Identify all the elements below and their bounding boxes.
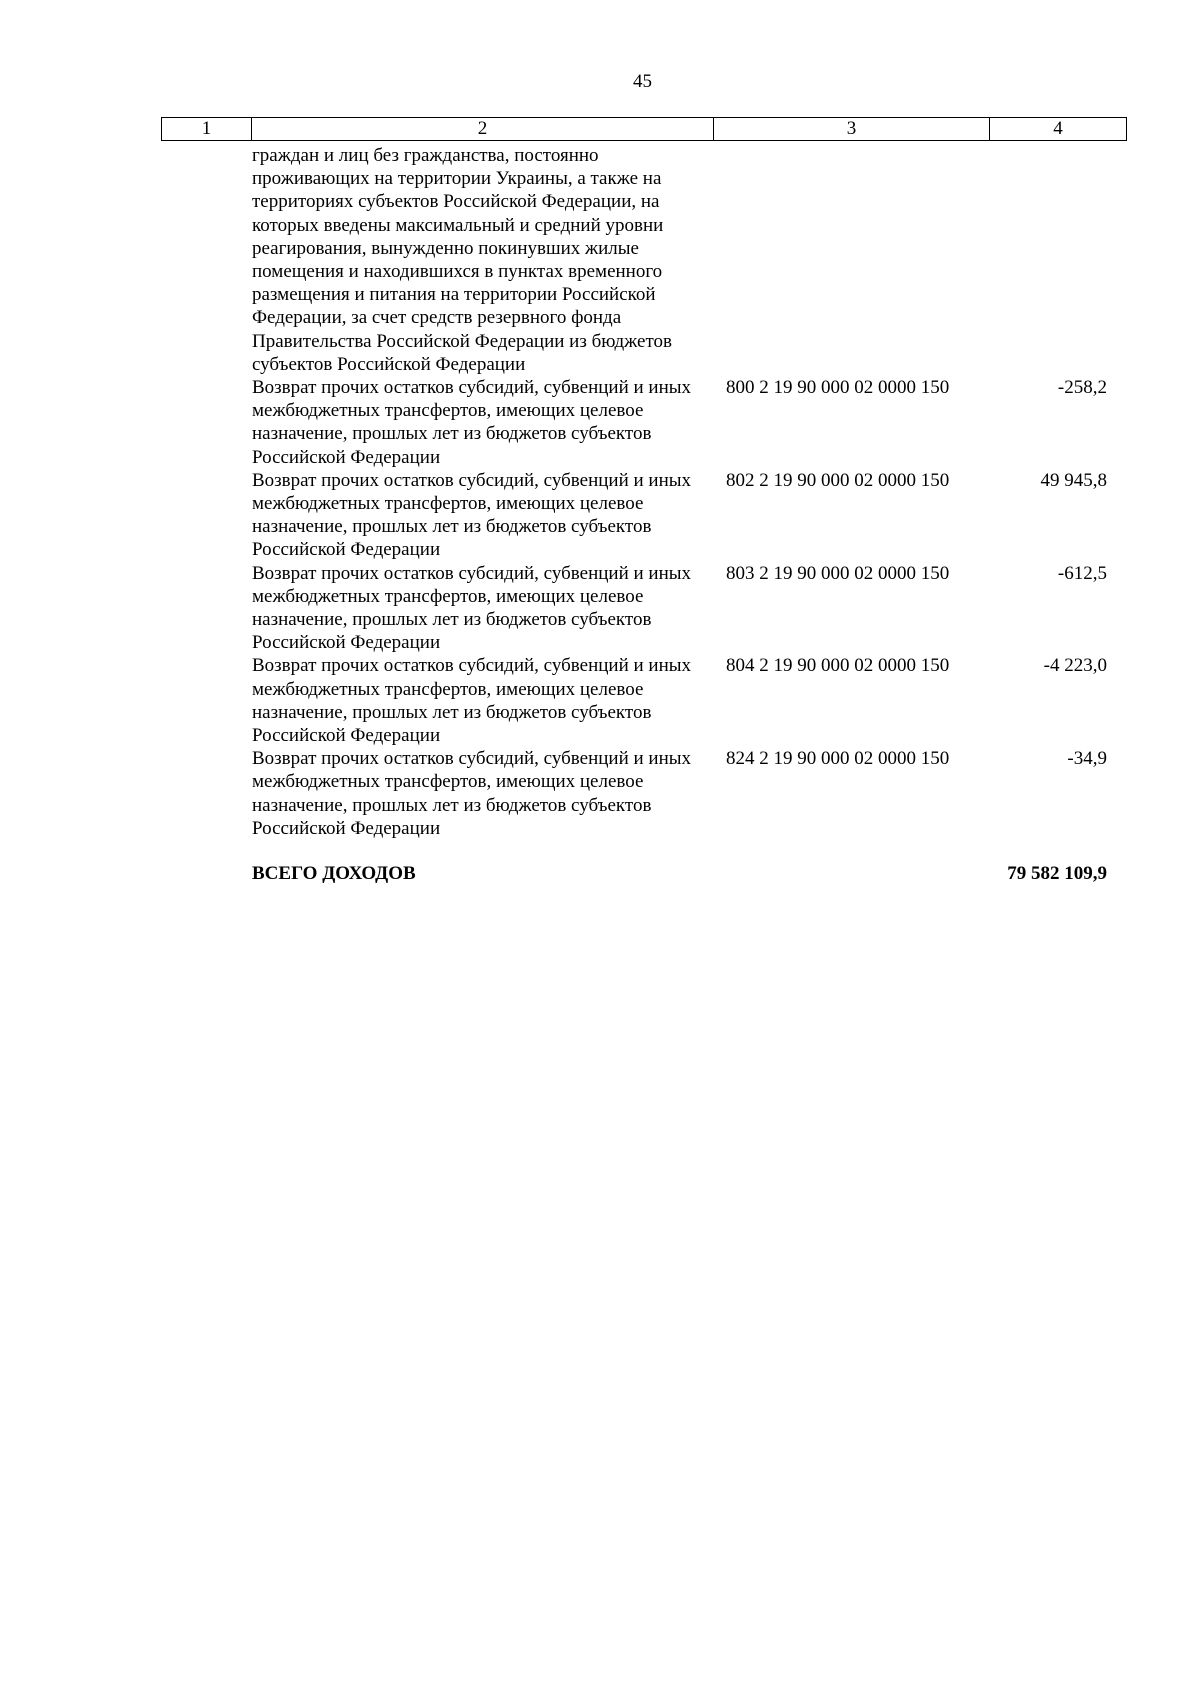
total-label: ВСЕГО ДОХОДОВ — [252, 863, 416, 884]
row-description: Возврат прочих остатков субсидий, субвенций и иных межбюджетных трансфертов, имеющих целевое назначение, прошлых лет из бюджетов субъектов Российской Федерации — [252, 377, 692, 468]
table-row — [161, 144, 1126, 376]
row-amount: -34,9 — [1067, 748, 1107, 770]
header-col-2: 2 — [252, 118, 714, 141]
header-col-4: 4 — [990, 118, 1127, 141]
row-code: 802 2 19 90 000 02 0000 150 — [726, 469, 950, 491]
row-code: 804 2 19 90 000 02 0000 150 — [726, 655, 950, 677]
table-row — [161, 654, 1126, 747]
row-description: граждан и лиц без гражданства, постоянно проживающих на территории Украины, а также на территориях субъектов Российской Федерации, на которых введены максимальный и средний уровни реагирования, вынужденно покинувших жилые помещения и находившихся в пунктах временного размещения и питания на территории Российской Федерации, за счет средств резервного фонда Правительства Российской Федерации из бюджетов субъектов Российской Федерации — [252, 145, 673, 375]
row-description: Возврат прочих остатков субсидий, субвенций и иных межбюджетных трансфертов, имеющих целевое назначение, прошлых лет из бюджетов субъектов Российской Федерации — [252, 469, 692, 561]
table-row — [161, 562, 1126, 655]
row-code: 803 2 19 90 000 02 0000 150 — [726, 562, 950, 584]
table-body — [161, 144, 1126, 840]
row-code: 824 2 19 90 000 02 0000 150 — [726, 748, 950, 770]
table-row — [161, 469, 1126, 562]
row-amount: -612,5 — [1057, 562, 1107, 584]
row-amount: -4 223,0 — [1043, 655, 1107, 677]
row-description: Возврат прочих остатков субсидий, субвенций и иных межбюджетных трансфертов, имеющих целевое назначение, прошлых лет из бюджетов субъектов Российской Федерации — [252, 562, 692, 654]
table-header — [161, 117, 1127, 141]
row-code: 800 2 19 90 000 02 0000 150 — [726, 377, 950, 399]
row-amount: -258,2 — [1057, 377, 1107, 399]
header-row — [162, 118, 1127, 141]
total-amount: 79 582 109,9 — [1007, 863, 1107, 884]
header-col-1: 1 — [162, 118, 252, 141]
header-col-3: 3 — [714, 118, 990, 141]
row-description: Возврат прочих остатков субсидий, субвенций и иных межбюджетных трансфертов, имеющих целевое назначение, прошлых лет из бюджетов субъектов Российской Федерации — [252, 748, 692, 839]
row-description: Возврат прочих остатков субсидий, субвенций и иных межбюджетных трансфертов, имеющих целевое назначение, прошлых лет из бюджетов субъектов Российской Федерации — [252, 655, 692, 747]
table-row — [161, 747, 1126, 840]
table-row — [161, 376, 1126, 469]
total-row — [161, 862, 1126, 886]
row-amount: 49 945,8 — [1040, 469, 1107, 491]
page-number: 45 — [633, 71, 652, 92]
